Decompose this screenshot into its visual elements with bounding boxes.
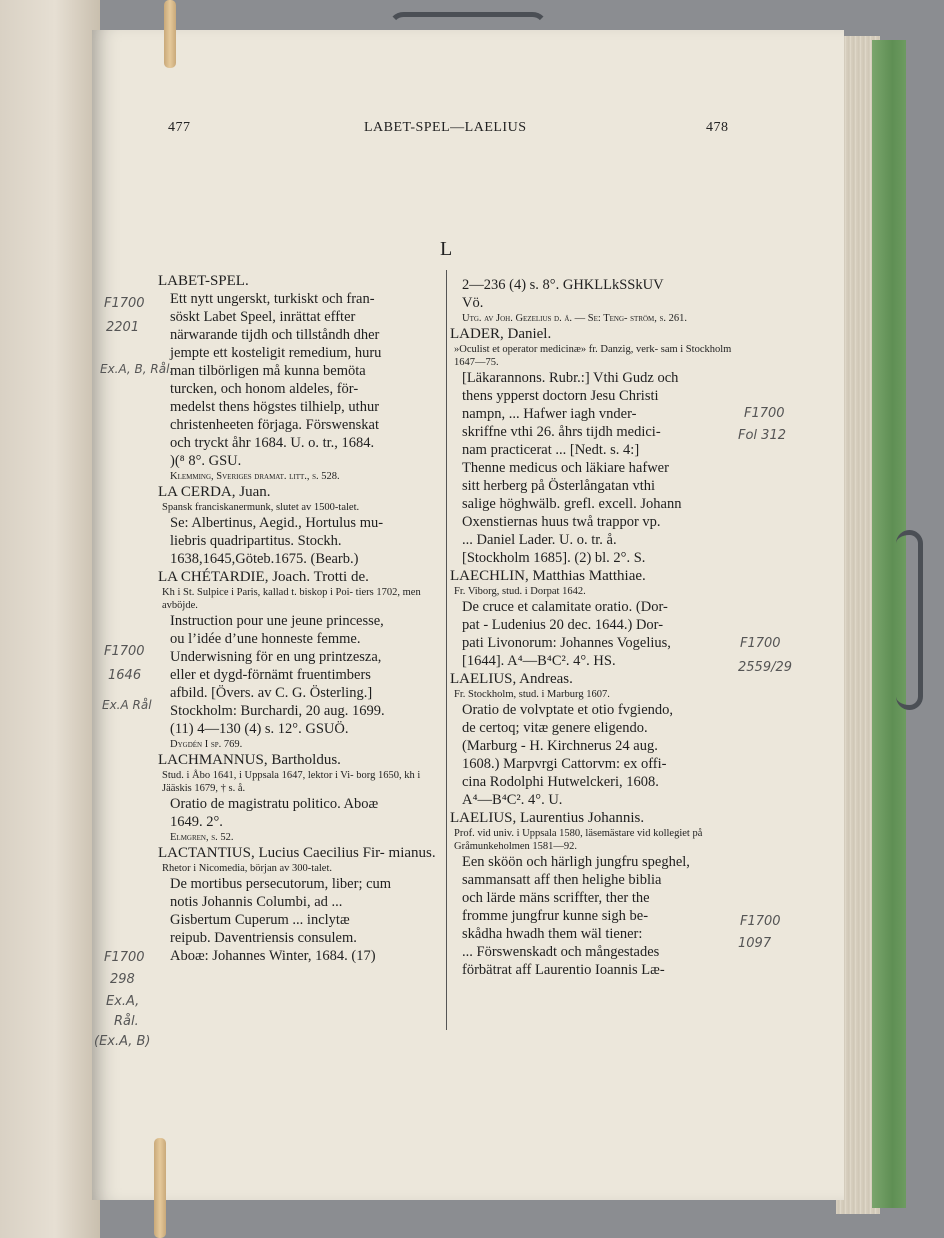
- entry-description: [158, 612, 442, 738]
- text-line: och lärde mäns scriffter, ther the: [462, 890, 650, 906]
- bibliography-entry: [158, 483, 442, 568]
- text-line: 1649. 2°.: [170, 814, 223, 830]
- text-line: cina Rodolphi Hutwelckeri, 1608.: [462, 774, 659, 790]
- margin-note: 1097: [738, 936, 772, 951]
- bibliography-entry: [158, 272, 442, 483]
- entry-source: Elmgren, s. 52.: [170, 832, 234, 843]
- text-line: liebris quadripartitus. Stockh.: [170, 533, 342, 549]
- text-line: söskt Labet Speel, inrättat effter: [170, 309, 356, 325]
- text-line: (Marburg - H. Kirchnerus 24 aug.: [462, 738, 658, 754]
- page-number-right: 478: [706, 120, 729, 135]
- margin-note: Ex.A Rål: [102, 698, 152, 712]
- text-line: De mortibus persecutorum, liber; cum: [170, 876, 392, 892]
- text-line: pat - Ludenius 20 dec. 1644.) Dor-: [462, 617, 664, 633]
- entry-source: Utg. av Joh. Gezelius d. ä. — Se: Teng- ström, s. 261.: [462, 313, 688, 324]
- entry-description: [450, 598, 732, 670]
- wooden-clip-bottom: [154, 1138, 166, 1238]
- margin-note: Ex.A,: [106, 994, 140, 1009]
- margin-note: F1700: [740, 914, 781, 929]
- entry-biography: Fr. Stockholm, stud. i Marburg 1607.: [454, 689, 610, 700]
- text-line: Een sköön och härligh jungfru speghel,: [462, 854, 690, 870]
- text-line: Se: Albertinus, Aegid., Hortulus mu-: [170, 515, 384, 531]
- text-line: 1638,1645,Göteb.1675. (Bearb.): [170, 551, 359, 567]
- text-line: närwarande tijdh och tillståndh dher: [170, 327, 380, 343]
- text-line: ... Förswenskadt och mångestades: [462, 944, 660, 960]
- text-line: man tilbörligen må kunna bemöta: [170, 363, 366, 379]
- text-line: 2—236 (4) s. 8°. GHKLLkSSkUV: [462, 277, 664, 293]
- text-line: 1608.) Marpvrgi Cattorvm: ex offi-: [462, 756, 667, 772]
- text-line: reipub. Daventriensis consulem.: [170, 930, 357, 946]
- text-line: förbätrat aff Laurentio Ioannis Læ-: [462, 962, 665, 978]
- text-line: Instruction pour une jeune princesse,: [170, 613, 384, 629]
- margin-note: 1646: [108, 668, 142, 683]
- margin-note: F1700: [744, 406, 785, 421]
- bibliography-entry: [158, 844, 442, 965]
- wooden-clip-top: [164, 0, 176, 68]
- running-title: LABET-SPEL—LAELIUS: [364, 120, 527, 135]
- entry-description: [450, 701, 732, 809]
- text-line: fromme jungfrur kunne sigh be-: [462, 908, 649, 924]
- text-line: Vö.: [462, 295, 484, 311]
- entry-description: [158, 514, 442, 568]
- entry-description: [158, 290, 442, 470]
- entry-heading: LACHMANNUS, Bartholdus.: [158, 752, 341, 768]
- text-line: de certoq; vitæ genere eligendo.: [462, 720, 648, 736]
- binding-ring-side: [896, 530, 923, 710]
- section-letter: L: [440, 238, 453, 260]
- entry-heading: LA CERDA, Juan.: [158, 484, 271, 500]
- text-line: Stockholm: Burchardi, 20 aug. 1699.: [170, 703, 385, 719]
- entry-heading: LAELIUS, Laurentius Johannis.: [450, 810, 645, 826]
- text-line: Oxenstiernas huus twå trappor vp.: [462, 514, 661, 530]
- bibliography-entry: [158, 751, 442, 844]
- text-line: och tryckt åhr 1684. U. o. tr., 1684.: [170, 435, 375, 451]
- text-line: Thenne medicus och läkiare hafwer: [462, 460, 669, 476]
- entry-description: [158, 875, 442, 965]
- text-line: Underwisning för en ung printzesza,: [170, 649, 382, 665]
- entry-biography: Prof. vid univ. i Uppsala 1580, läsemästare vid kollegiet på Gråmunkeholmen 1581—92.: [454, 828, 703, 852]
- entry-description: [158, 795, 442, 831]
- entry-biography: Rhetor i Nicomedia, början av 300-talet.: [162, 863, 332, 874]
- text-line: jempte ett kosteligit remedium, huru: [170, 345, 382, 361]
- margin-note: F1700: [104, 296, 145, 311]
- entry-heading: LAECHLIN, Matthias Matthiae.: [450, 568, 646, 584]
- text-line: skådha hwadh them wäl tiener:: [462, 926, 643, 942]
- text-line: )(⁸ 8°. GSU.: [170, 453, 242, 469]
- text-line: Aboæ: Johannes Winter, 1684. (17): [170, 948, 376, 964]
- text-line: Oratio de magistratu politico. Aboæ: [170, 796, 379, 812]
- entry-source: Klemming, Sveriges dramat. litt., s. 528.: [170, 471, 340, 482]
- text-line: notis Johannis Columbi, ad ...: [170, 894, 343, 910]
- text-line: eller et dygd-förnämt fruentimbers: [170, 667, 371, 683]
- entry-biography: Stud. i Åbo 1641, i Uppsala 1647, lektor i Vi- borg 1650, kh i Jääskis 1679, † s. å.: [162, 770, 421, 794]
- text-line: (11) 4—130 (4) s. 12°. GSUÖ.: [170, 721, 349, 737]
- column-divider: [446, 270, 447, 1030]
- text-line: sammansatt aff then helighe biblia: [462, 872, 662, 888]
- margin-note: F1700: [740, 636, 781, 651]
- text-line: [1644]. A⁴—B⁴C². 4°. HS.: [462, 653, 616, 669]
- text-line: afbild. [Övers. av C. G. Österling.]: [170, 685, 373, 701]
- entry-biography: Spansk franciskanermunk, slutet av 1500-talet.: [162, 502, 360, 513]
- entry-description: [450, 276, 732, 312]
- margin-note: 298: [110, 972, 135, 987]
- entry-heading: LA CHÉTARDIE, Joach. Trotti de.: [158, 569, 369, 585]
- text-line: nampn, ... Hafwer iagh vnder-: [462, 406, 637, 422]
- text-line: Oratio de volvptate et otio fvgiendo,: [462, 702, 674, 718]
- margin-note: F1700: [104, 644, 145, 659]
- text-line: medelst thens högstes tilhielp, uthur: [170, 399, 380, 415]
- entry-biography: Kh i St. Sulpice i Paris, kallad t. biskop i Poi- tiers 1702, men avböjde.: [162, 587, 421, 611]
- left-column: [158, 272, 442, 965]
- text-line: ... Daniel Lader. U. o. tr. å.: [462, 532, 617, 548]
- facing-page: [0, 0, 100, 1238]
- bibliography-entry: [450, 325, 732, 567]
- bibliography-entry: [450, 809, 732, 979]
- binding-ring-top: [388, 12, 548, 43]
- text-line: A⁴—B⁴C². 4°. U.: [462, 792, 563, 808]
- entry-heading: LABET-SPEL.: [158, 273, 249, 289]
- margin-note: 2201: [106, 320, 140, 335]
- entry-description: [450, 853, 732, 979]
- text-line: turcken, och honom aldeles, för-: [170, 381, 359, 397]
- margin-note: Fol 312: [738, 428, 786, 443]
- bibliography-entry: [450, 276, 732, 325]
- text-line: Gisbertum Cuperum ... inclytæ: [170, 912, 350, 928]
- text-line: skriffne vthi 26. åhrs tijdh medici-: [462, 424, 661, 440]
- entry-source: Dygdén I sp. 769.: [170, 739, 243, 750]
- entry-heading: LADER, Daniel.: [450, 326, 552, 342]
- bibliography-entry: [158, 568, 442, 751]
- entry-description: [450, 369, 732, 567]
- text-line: Ett nytt ungerskt, turkiskt och fran-: [170, 291, 375, 307]
- text-line: sitt herberg på Österlångatan vthi: [462, 478, 656, 494]
- entry-biography: Fr. Viborg, stud. i Dorpat 1642.: [454, 586, 586, 597]
- right-column: [450, 276, 732, 979]
- text-line: ou l’idée d’une honneste femme.: [170, 631, 361, 647]
- margin-note: 2559/29: [738, 660, 793, 675]
- margin-note: Ex.A, B, Rål.: [100, 362, 174, 376]
- entry-heading: LAELIUS, Andreas.: [450, 671, 573, 687]
- text-line: nam practicerat ... [Nedt. s. 4:]: [462, 442, 640, 458]
- text-line: De cruce et calamitate oratio. (Dor-: [462, 599, 668, 615]
- text-line: [Läkarannons. Rubr.:] Vthi Gudz och: [462, 370, 679, 386]
- entry-heading: LACTANTIUS, Lucius Caecilius Fir- mianus.: [158, 845, 436, 861]
- text-line: pati Livonorum: Johannes Vogelius,: [462, 635, 671, 651]
- bibliography-entry: [450, 670, 732, 809]
- margin-note: Rål.: [114, 1014, 139, 1029]
- entry-biography: »Oculist et operator medicinæ» fr. Danzig, verk- sam i Stockholm 1647—75.: [454, 344, 732, 368]
- text-line: [Stockholm 1685]. (2) bl. 2°. S.: [462, 550, 646, 566]
- text-line: christenheeten förjaga. Förswenskat: [170, 417, 379, 433]
- bibliography-entry: [450, 567, 732, 670]
- margin-note: (Ex.A, B): [94, 1034, 151, 1049]
- text-line: salige höghwälb. grefl. excell. Johann: [462, 496, 682, 512]
- page-number-left: 477: [168, 120, 191, 135]
- text-line: thens ypperst doctorn Jesu Christi: [462, 388, 659, 404]
- margin-note: F1700: [104, 950, 145, 965]
